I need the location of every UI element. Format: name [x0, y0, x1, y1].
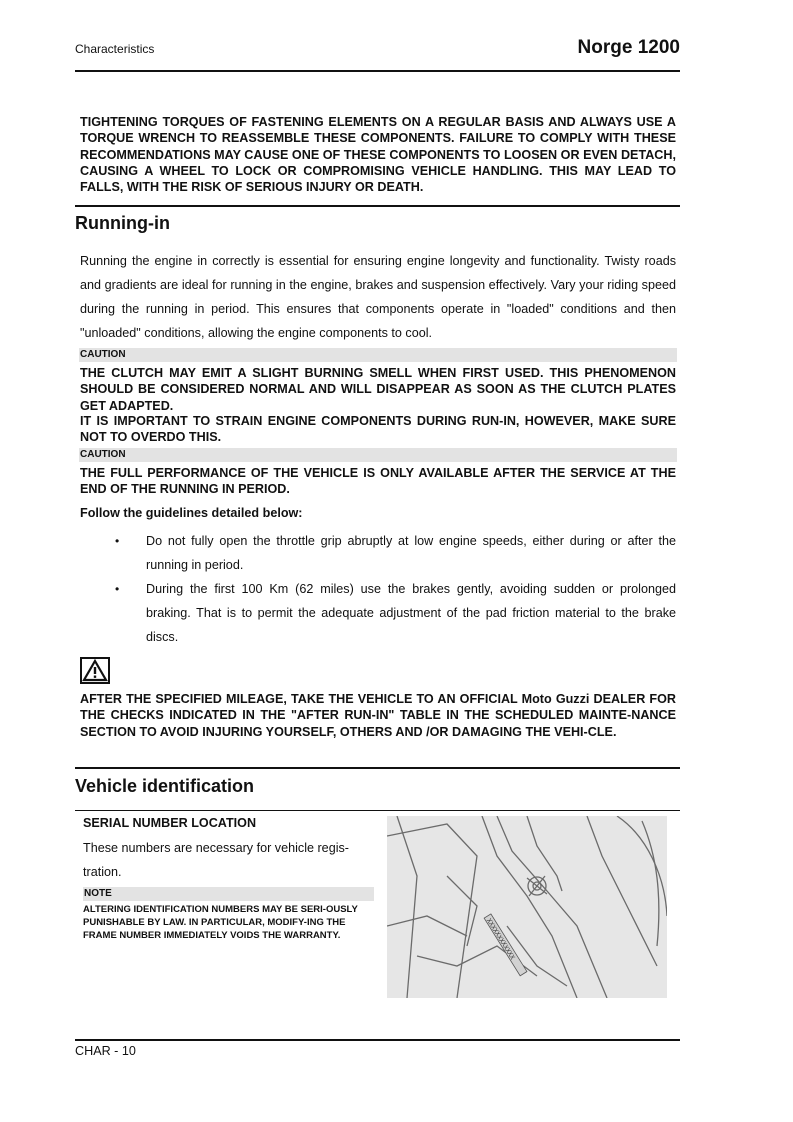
- bullet-icon: •: [115, 582, 120, 596]
- caution-label-1: CAUTION: [79, 348, 677, 362]
- guidelines-intro: Follow the guidelines detailed below:: [80, 506, 303, 520]
- footer-divider: [75, 1039, 680, 1041]
- frame-number-photo: [387, 816, 667, 998]
- serial-number-text: These numbers are necessary for vehicle regis-tration.: [83, 841, 349, 879]
- caution-text-clutch: THE CLUTCH MAY EMIT A SLIGHT BURNING SMELL WHEN FIRST USED. THIS PHENOMENON SHOULD BE CONSIDERED NORMAL AND WILL DISAPPEAR AS SOON AS THE CLUTCH PLATES GET ADAPTED.: [80, 366, 676, 413]
- page-number: CHAR - 10: [75, 1044, 136, 1058]
- section-divider-running-in: [75, 205, 680, 207]
- note-label: NOTE: [83, 887, 374, 901]
- section-divider-vehicle-id: [75, 767, 680, 769]
- header-section-label: Characteristics: [75, 42, 155, 56]
- warning-triangle-icon: [80, 657, 110, 684]
- running-in-title: Running-in: [75, 213, 170, 233]
- guidelines-list: [80, 529, 676, 649]
- after-mileage-warning: AFTER THE SPECIFIED MILEAGE, TAKE THE VEHICLE TO AN OFFICIAL Moto Guzzi DEALER FOR THE CHECKS INDICATED IN THE "AFTER RUN-IN" TABLE IN THE SCHEDULED MAINTE-NANCE SECTION TO AVOID INJURING YOURSELF, OTHERS AND /OR DAMAGING THE VEHI-CLE.: [80, 692, 676, 739]
- caution-label-2: CAUTION: [79, 448, 677, 462]
- guideline-text: During the first 100 Km (62 miles) use the brakes gently, avoiding sudden or prolonged braking. That is to permit the adequate adjustment of the pad friction material to the brake discs.: [146, 582, 676, 644]
- subsection-divider: [75, 810, 680, 811]
- svg-text:XXXXXXXXXXXX: XXXXXXXXXXXX: [484, 916, 517, 962]
- header-model-title: Norge 1200: [577, 37, 680, 58]
- torque-warning-text: TIGHTENING TORQUES OF FASTENING ELEMENTS ON A REGULAR BASIS AND ALWAYS USE A TORQUE WRENCH TO REASSEMBLE THESE COMPONENTS. FAILURE TO COMPLY WITH THESE RECOMMENDATIONS MAY CAUSE ONE OF THESE COMPONENTS TO LOOSEN OR EVEN DETACH, CAUSING A WHEEL TO LOCK OR COMPROMISING VEHICLE HANDLING. THIS MAY LEAD TO FALLS, WITH THE RISK OF SERIOUS INJURY OR DEATH.: [80, 115, 676, 195]
- bullet-icon: •: [115, 534, 120, 548]
- running-in-paragraph: Running the engine in correctly is essential for ensuring engine longevity and functionality. Twisty roads and gradients are ideal for running in the engine, brakes and suspension effectively. Vary your riding speed during the running in period. This ensures that components operate in "loaded" conditions and then "unloaded" conditions, allowing the engine components to cool.: [80, 254, 676, 340]
- caution-text-performance: THE FULL PERFORMANCE OF THE VEHICLE IS ONLY AVAILABLE AFTER THE SERVICE AT THE END OF THE RUNNING IN PERIOD.: [80, 466, 676, 497]
- guideline-text: Do not fully open the throttle grip abruptly at low engine speeds, either during or after the running in period.: [146, 534, 676, 572]
- note-text: ALTERING IDENTIFICATION NUMBERS MAY BE SERI-OUSLY PUNISHABLE BY LAW. IN PARTICULAR, MODIFY-ING THE FRAME NUMBER IMMEDIATELY VOIDS THE WARRANTY.: [83, 904, 358, 941]
- list-item: [80, 529, 676, 577]
- list-item: [80, 577, 676, 649]
- caution-text-strain: IT IS IMPORTANT TO STRAIN ENGINE COMPONENTS DURING RUN-IN, HOWEVER, MAKE SURE NOT TO OVERDO THIS.: [80, 414, 676, 445]
- serial-number-subheading: SERIAL NUMBER LOCATION: [83, 816, 257, 830]
- vehicle-identification-title: Vehicle identification: [75, 776, 255, 796]
- header-divider: [75, 70, 680, 72]
